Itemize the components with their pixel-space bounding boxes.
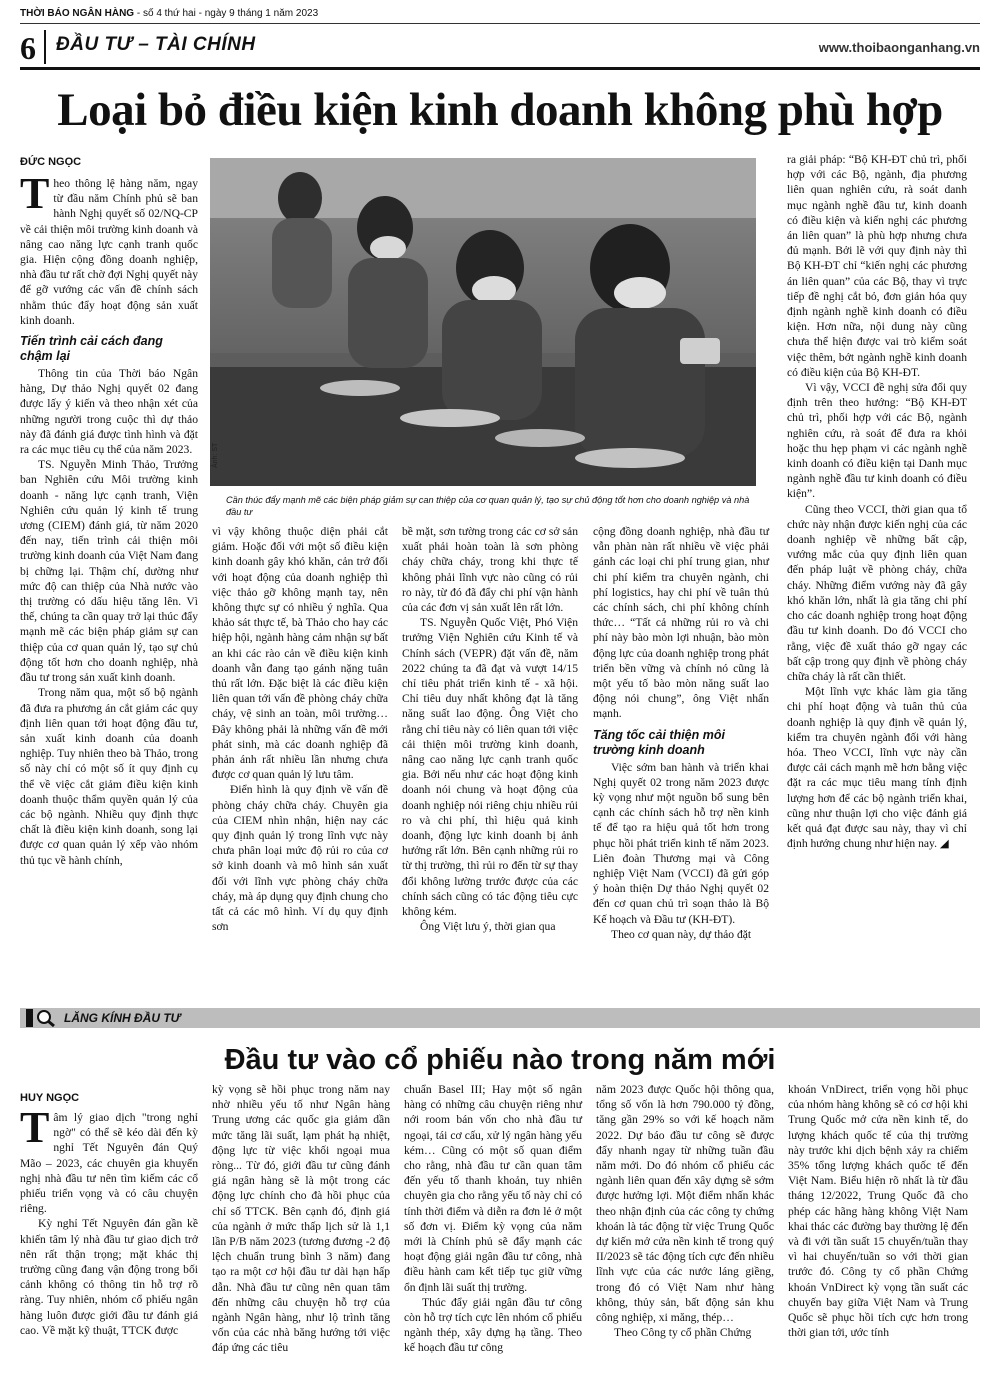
photo-credit: Ảnh: ST [212,442,219,468]
article-column-4 [593,524,769,942]
paragraph: cộng đồng doanh nghiệp, nhà đầu tư vẫn phàn nàn rất nhiều về việc phải gánh các loại chi phí trung gian, như chi phí kiểm tra chuyên ngành, chi phí logistics, hay chi phí về tuân thủ các chính sách, chi phí không chính thức… “Tất cả những rủi ro và chi phí này bào mòn lợi nhuận, bào mòn động lực của doanh nghiệp trong phát triển bền vững và chính nó cũng là một yếu tố bào mòn năng suất lao động nói chung”, ông Việt nhấn mạnh. [593,525,769,721]
article-byline: ĐỨC NGỌC [20,156,82,168]
paragraph-text: Một lĩnh vực khác làm gia tăng chi phí hoạt động và tuân thủ của doanh nghiệp là quy định về quản lý, kiểm tra chuyên ngành đối với hàng hóa. Theo VCCI, lĩnh vực này cần được cải cách mạnh mẽ hơn bằng việc đặt ra các mục tiêu mang tính định lượng hơn để các bộ ngành triển khai, cũng như thuận lợi cho việc đánh giá kết quả đạt được sau này, thay vì chỉ định hướng chung như hiện nay. [787,685,967,851]
page-number: 6 [20,30,36,66]
paragraph: Thông tin của Thời báo Ngân hàng, Dự thảo Nghị quyết 02 đang được lấy ý kiến và theo nhận xét của những người trong cuộc thì dự thảo này đã đánh giá được tình hình và đặt ra các mục tiêu cụ thể của năm 2023. [20,367,198,457]
section-band [20,1008,980,1028]
paragraph: TS. Nguyễn Minh Thảo, Trưởng ban Nghiên cứu Môi trường kinh doanh - năng lực cạnh tranh, Viện Nghiên cứu quản lý kinh tế trung ương (CIEM) đánh giá, từ năm 2020 đến nay, tiến trình cải thiện môi trường kinh doanh của Việt Nam đang bị chững lại. Thậm chí, dường như mức độ can thiệp của Nhà nước vào thị trường có dấu hiệu tăng lên. Vì thế, chúng ta cần quay trở lại thúc đẩy mạnh mẽ các biện pháp giảm sự can thiệp của cơ quan quản lý, tạo sự chủ động tốt hơn cho doanh nghiệp, nhà đầu tư trong sản xuất kinh doanh. [20,458,198,685]
article-column-3 [402,524,578,934]
website-url: www.thoibaonganhang.vn [818,40,980,55]
paragraph: Trong năm qua, một số bộ ngành đã đưa ra phương án cắt giảm các quy định liên quan tới hoạt động đầu tư, sản xuất kinh doanh của doanh nghiệp. Tuy nhiên theo bà Thảo, trong số này chỉ có một số ít quy định cụ thể về việc cắt giảm điều kiện kinh doanh thuộc thẩm quyền quản lý của các bộ ngành. Nhiều quy định thực chất là điều kiện kinh doanh, song lại được cơ quan quản lý xếp vào nhóm thủ tục về hành chính, [20,686,198,867]
article-column-5 [788,1082,968,1340]
paper-name: THỜI BÁO NGÂN HÀNG [20,8,135,19]
article-column-1 [20,169,198,868]
paragraph: ra giải pháp: “Bộ KH-ĐT chủ trì, phối hợp với các Bộ, ngành, địa phương liên quan nghiên cứu, rà soát danh mục ngành nghề đầu tư, kinh doanh có điều kiện và kiến nghị các phương án liên quan” là phù hợp nhưng chưa đủ mạnh. Bởi lẽ với quy định này thì Bộ KH-ĐT chỉ “kiến nghị các phương án liên quan” của các Bộ, thay vì trực tiếp đề nghị cắt bỏ, đơn giản hóa quy định ngành nghề kinh doanh có điều kiện. Hơn nữa, nội dung này cũng chưa thể hiện được vai trò kiểm soát việc thêm, bớt ngành nghề kinh doanh có điều kiện của Bộ KH-ĐT. [787,153,967,379]
lead-paragraph: Tâm lý giao dịch "trong nghỉ ngờ" có thể sẽ kéo dài đến kỳ nghỉ Tết Nguyên đán Quý Mão – 2023, các chuyên gia khuyến nghị nhà đầu tư nên tìm kiếm các cổ phiếu triển vọng và có câu chuyện riêng. [20,1103,198,1216]
article-column-1 [20,1103,198,1338]
paragraph: năm 2023 được Quốc hội thông qua, tổng số vốn là hơn 790.000 tỷ đồng, tăng gần 29% so với kế hoạch năm 2022. Dự báo đầu tư công sẽ được đẩy nhanh ngay từ những tuần đầu năm mới. Do đó nhóm cổ phiếu các ngành liên quan đến xây dựng sẽ sớm được hưởng lợi. Một điểm nhấn khác theo nhận định của các công ty chứng khoán là tác động từ việc Trung Quốc dự kiến mở cửa nền kinh tế trong quý II/2023 sẽ tác động tích cực đến nhiều lĩnh vực của các nước láng giềng, trong đó có Việt Nam như hàng không, thủy sản, bất động sản khu công nghiệp, xi măng, thép… [596,1083,774,1325]
paragraph: Ông Việt lưu ý, thời gian qua [420,920,556,934]
paragraph: Vì vậy, VCCI đề nghị sửa đổi quy định trên theo hướng: “Bộ KH-ĐT chủ trì, phối hợp với các Bộ, ngành nghiên cứu, rà soát để đưa ra khỏi hoặc thu hẹp phạm vi các ngành nghề kinh doanh có điều kiện tại Danh mục ngành nghề đầu tư kinh doanh có điều kiện”. [787,381,967,501]
paragraph: kỳ vọng sẽ hồi phục trong năm nay nhờ nhiều yếu tố như Ngân hàng Trung ương các quốc gia giảm dần mức tăng lãi suất, lạm phát hạ nhiệt, động lực từ việc khối ngoại mua ròng... Từ đó, giới đầu tư cũng đánh giá ngân hàng sẽ là một trong các động lực chính cho đà hồi phục của chỉ số TTCK. Bên cạnh đó, định giá của ngành ở mức thấp lịch sử là 1,1 lần P/B năm 2023 (tương đương -2 độ lệch chuẩn trung bình 3 năm) đang tạo ra một cơ hội đầu tư dài hạn hấp dẫn. Nhà đầu tư cũng nên quan tâm đến những câu chuyện hỗ trợ của ngành Ngân hàng, như lộ trình tăng vốn của các nhà băng hướng tới việc đáp ứng các tiêu [212,1083,390,1355]
band-label: LĂNG KÍNH ĐẦU TƯ [64,1011,181,1025]
paragraph: TS. Nguyễn Quốc Việt, Phó Viện trưởng Viện Nghiên cứu Kinh tế và Chính sách (VEPR) đặt vấn đề, năm 2022 chúng ta đã đạt và vượt 14/15 chỉ tiêu phát triển kinh tế - xã hội. Chỉ tiêu duy nhất không đạt là tăng năng suất lao động. Ông Việt cho rằng chỉ tiêu này có liên quan tới việc cải thiện môi trường kinh doanh, nâng cao năng lực cạnh tranh quốc gia. Bởi nếu như các hoạt động kinh doanh nói chung và hoạt động của doanh nghiệp nói riêng chịu nhiều rủi ro và chi phí, thì hiệu quả kinh doanh, động lực kinh doanh bị ảnh hưởng rất lớn. Bên cạnh những rủi ro từ thị trường, thì rủi ro đến từ sự thay đổi không lường trước được của các chính sách cũng có tác động tiêu cực không kém. [402,616,578,919]
paragraph: Kỳ nghỉ Tết Nguyên đán gần kề khiến tâm lý nhà đầu tư giao dịch trở nên rất thận trọng; mặt khác thị trường cũng đang vận động trong bối cảnh không có thông tin hỗ trợ rõ ràng. Tuy nhiên, nhóm cổ phiếu ngân hàng luôn được giới đầu tư đánh giá cao. Về mặt kỹ thuật, TTCK được [20,1217,198,1337]
article-column-3 [404,1082,582,1356]
article-byline: HUY NGỌC [20,1092,80,1104]
section-header [20,28,980,70]
subheading: Tiến trình cải cách đang chậm lại [20,334,163,364]
paragraph: vì vậy không thuộc diện phải cắt giảm. Hoặc đối với một số điều kiện kinh doanh gây khó khăn, cản trở đối với hoạt động của doanh nghiệp thì việc thảo gỡ không mạnh tay, nên không thực sự có nhiều ý nghĩa. Qua khảo sát thực tế, bà Thảo cho hay các hiệp hội, ngành hàng cảm nhận sự bất an khi các rào cản về điều kiện kinh doanh vẫn đang tạo gánh nặng tuân thủ rất lớn. Đặc biệt là các điều kiện liên quan tới vấn đề phòng cháy chữa cháy, vệ sinh an toàn, môi trường… Đây không phải là những vấn đề mới phát sinh, mà các doanh nghiệp đã phản ánh rất nhiều lần nhưng chưa được cơ quan quản lý lưu tâm. [212,525,388,782]
article-headline: Loại bỏ điều kiện kinh doanh không phù hợp [57,84,943,136]
paragraph: Theo cơ quan này, dự thảo đặt [611,927,752,941]
subheading: Tăng tốc cải thiện môi trường kinh doanh [593,727,725,757]
lead-paragraph: Theo thông lệ hàng năm, ngay từ đầu năm Chính phủ sẽ ban hành Nghị quyết số 02/NQ-CP về cải thiện môi trường kinh doanh và nâng cao năng lực cạnh tranh quốc gia. Hiện cộng đồng doanh nghiệp, nhà đầu tư rất chờ đợi Nghị quyết này để gỡ vướng các vấn đề chính sách nhằm thúc đẩy hoạt động sản xuất kinh doanh. [20,169,198,327]
article-photo [210,158,756,486]
page-number-divider [44,30,46,64]
paragraph: bề mặt, sơn tường trong các cơ sở sản xuất phải hoàn toàn là sơn phòng cháy chữa cháy, trong khi thực tế không phải lĩnh vực nào cũng có rủi ro này, từ đó đã đẩy chi phí vận hành của các đơn vị sản xuất lên rất lớn. [402,525,578,615]
photo-caption: Cần thúc đẩy mạnh mẽ các biện pháp giảm sự can thiệp của cơ quan quản lý, tạo sự chủ động tốt hơn cho doanh nghiệp và nhà đầu tư [226,495,750,517]
factory-workers-photo [210,158,756,486]
end-mark-icon: ◢ [939,837,949,851]
article-column-2 [212,524,388,934]
article-headline: Đầu tư vào cổ phiếu nào trong năm mới [224,1044,776,1076]
paragraph: Điển hình là quy định về vấn đề phòng cháy chữa cháy. Chuyên gia của CIEM nhìn nhận, hiện nay các quy định quản lý trong lĩnh vực này chưa phân loại mức độ rủi ro của cơ sở kinh doanh và mô hình sản xuất đối với lĩnh vực phòng cháy chữa cháy, mà áp dụng quy định chung cho tất cả các mô hình. Ví dụ quy định sơn [212,783,388,934]
masthead [20,4,980,24]
magnifier-icon [26,1009,56,1027]
article-column-5 [787,152,967,851]
paragraph: Theo Công ty cổ phần Chứng [614,1326,752,1340]
issue-info: - số 4 thứ hai - ngày 9 tháng 1 năm 2023 [134,8,319,19]
paragraph: Cũng theo VCCI, thời gian qua tổ chức này nhận được kiến nghị của các doanh nghiệp về những bất cập, vướng mắc của quy định liên quan đến pháp luật về phòng cháy, chữa cháy. Những điểm vướng này đã gây khó khăn lớn, nhất là gia tăng chi phí cho các doanh nghiệp trong hoạt động đầu tư kinh doanh. Do đó VCCI cho rằng, việc đề xuất tháo gỡ ngay các bất cập trong quy định về phòng cháy chữa cháy là rất cần thiết. [787,502,967,683]
article-column-2 [212,1082,390,1356]
paragraph [787,684,967,851]
paragraph: Việc sớm ban hành và triển khai Nghị quyết 02 trong năm 2023 được kỳ vọng như một nguồn bổ sung bên cạnh các chính sách hỗ trợ nền kinh tế để tạo ra hiệu quả tốt hơn trong phục hồi phát triển kinh tế năm 2023. Liên đoàn Thương mại và Công nghiệp Việt Nam (VCCI) đã gửi góp ý hoàn thiện Dự thảo Nghị quyết 02 đến cơ quan chủ trì soạn thảo là Bộ Kế hoạch và Đầu tư (KH-ĐT). [593,760,769,926]
paragraph: khoán VnDirect, triển vọng hồi phục của nhóm hàng không sẽ có cơ hội khi Trung Quốc mở cửa nền kinh tế, do lượng khách quốc tế của thị trường này trước khi dịch bệnh xảy ra chiếm 35% tổng lượng khách quốc tế đến Việt Nam. Biểu hiện rõ nhất là từ đầu tháng 12/2022, Trung Quốc đã cho phép các hãng hàng không Việt Nam khai thác các đường bay thường lệ đến và đi với tần suất 15 chuyến/tuần thay vì hai chuyến/tuần so với thời gian trước đó. Công ty cổ phần Chứng khoán VnDirect kỳ vọng tần suất các chuyến bay giữa Việt Nam và Trung Quốc sẽ phục hồi tích cực hơn trong thời gian tới, ước tính [788,1083,968,1340]
section-name: ĐẦU TƯ – TÀI CHÍNH [56,34,256,55]
paragraph: Thúc đẩy giải ngân đầu tư công còn hỗ trợ tích cực lên nhóm cổ phiếu ngành thép, xây dựng hạ tầng. Theo kế hoạch đầu tư công [404,1295,582,1355]
paragraph: chuẩn Basel III; Hay một số ngân hàng có những câu chuyện riêng như nới room bán vốn cho nhà đầu tư ngoại, tái cơ cấu, xử lý ngân hàng yếu kém… Cũng có một số quan điểm cho rằng, nhà đầu tư cần quan tâm đến yếu tố thanh khoản, tuy nhiên chuyên gia cho rằng yếu tố này chỉ có tính thời điểm và diễn ra đơn lẻ ở một số đơn vị. Điểm kỳ vọng của năm mới là Chính phủ sẽ đẩy mạnh các hoạt động giải ngân đầu tư công, nhà điều hành cam kết tiếp tục giữ vững ổn định lãi suất thị trường. [404,1083,582,1294]
article-column-4 [596,1082,774,1340]
